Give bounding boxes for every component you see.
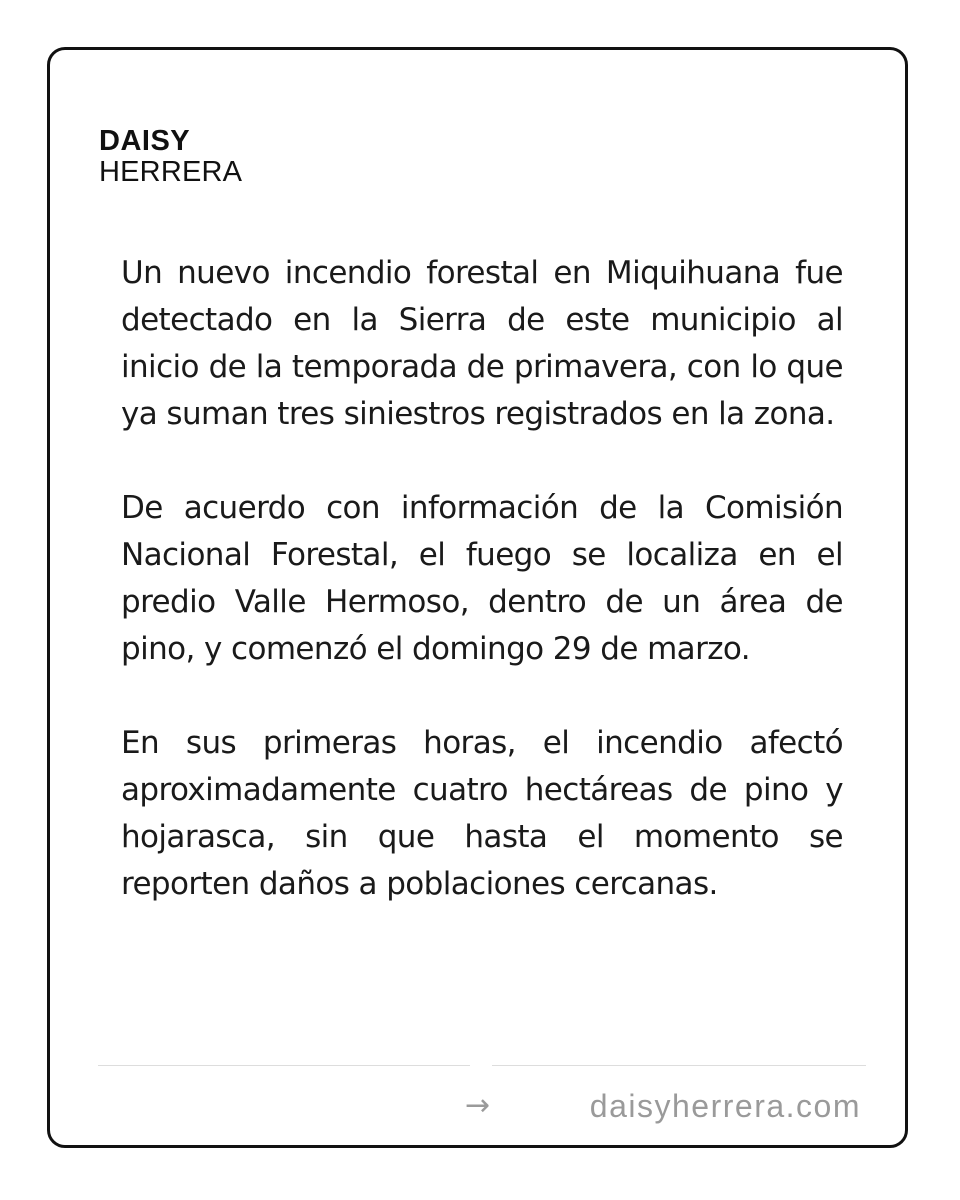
website-link[interactable]: daisyherrera.com — [589, 1088, 861, 1124]
article-paragraph-3: En sus primeras horas, el incendio afectó aproximadamente cuatro hectáreas de pino y hojarasca, sin que hasta el momento se reporten daños a poblaciones cercanas. — [121, 725, 843, 902]
article-paragraph-2: De acuerdo con información de la Comisión Nacional Forestal, el fuego se localiza en el predio Valle Hermoso, dentro de un área de pino, y comenzó el domingo 29 de marzo. — [121, 490, 843, 667]
article-body — [121, 250, 843, 955]
article-paragraph-1: Un nuevo incendio forestal en Miquihuana fue detectado en la Sierra de este municipio al inicio de la temporada de primavera, con lo que ya suman tres siniestros registrados en la zona. — [121, 255, 843, 432]
brand-logo — [99, 126, 242, 188]
brand-first-name: DAISY — [99, 125, 191, 157]
brand-last-name: HERRERA — [99, 156, 243, 188]
right-arrow-icon[interactable]: → — [465, 1088, 491, 1123]
divider-mark — [470, 1060, 492, 1070]
post-card — [47, 47, 908, 1148]
